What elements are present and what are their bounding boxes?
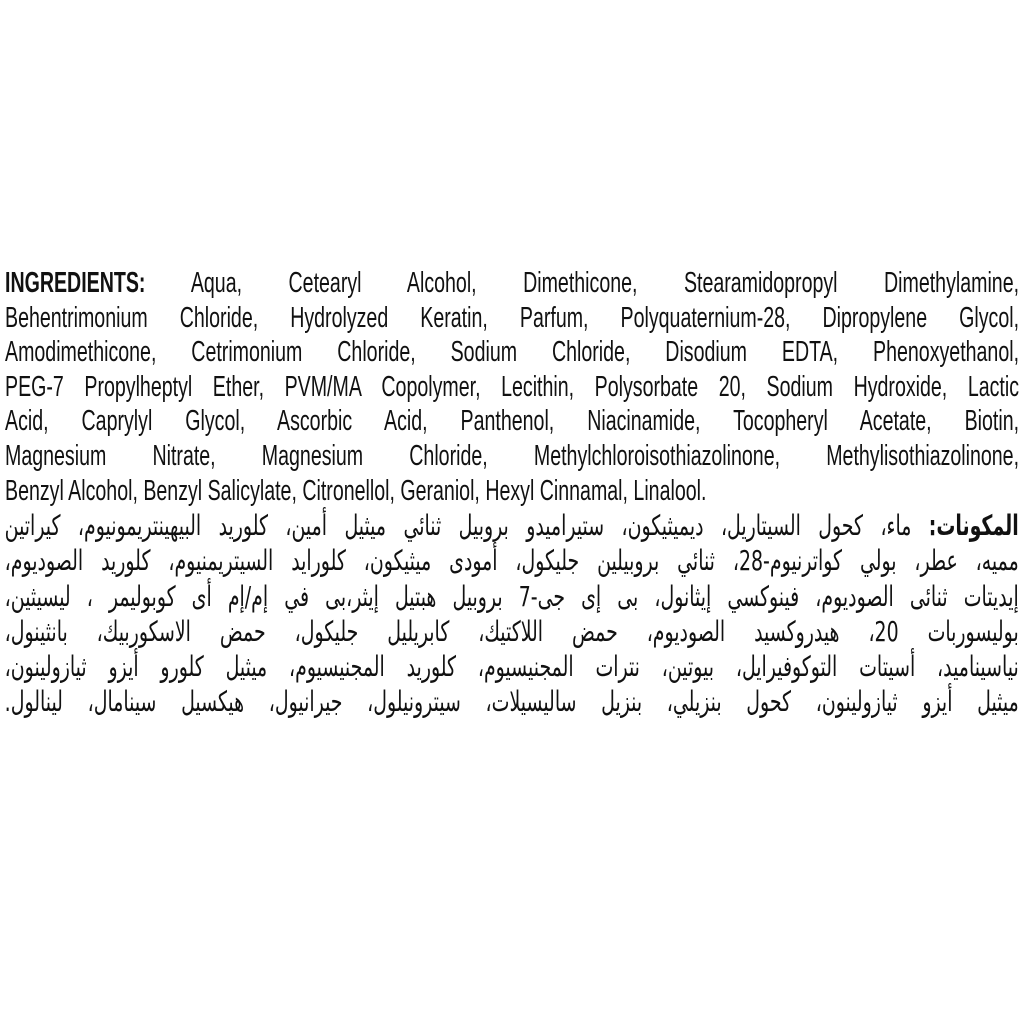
ingredients-en-line: [5, 266, 1019, 301]
ingredients-ar-line: ميثيل أيزو ثيازولينون، كحول بنزيلي، بنزيل ساليسيلات، سيترونيلول، جيرانيول، هيكسيل سينامال، لينالول.: [4, 685, 1019, 719]
ingredients-english-paragraph: [5, 266, 1019, 508]
ingredients-ar-line: [5, 508, 1019, 543]
ingredients-ar-line: نياسيناميد، أسيتات التوكوفيرايل، بيوتين، نترات المجنيسيوم، كلوريد المجنيسيوم، ميثيل كلورو أيزو ثيازولينون،: [4, 649, 1019, 683]
ingredients-text-block: [5, 266, 1019, 719]
ingredients-ar-line: إيديتات ثنائى الصوديوم، فينوكسي إيثانول، بى إى جى-7 بروبيل هبتيل إيثر،بى في إم/إم أى كوبوليمر ، ليسيثين،: [4, 579, 1019, 613]
ingredients-ar-heading: المكونات:: [929, 509, 1019, 543]
ingredients-en-line: Behentrimonium Chloride, Hydrolyzed Keratin, Parfum, Polyquaternium-28, Dipropylene Glycol,: [5, 301, 1020, 334]
ingredients-ar-line-text: ماء، كحول السيتاريل، ديميثيكون، ستيراميدو بروبيل ثنائي ميثيل أمين، كلوريد البيهينتريمونيوم، كيراتين: [4, 509, 930, 543]
ingredients-arabic-paragraph: [5, 508, 1019, 719]
ingredients-en-line-text: Aqua, Cetearyl Alcohol, Dimethicone, Stearamidopropyl Dimethylamine,: [145, 267, 1020, 299]
ingredients-en-line: Magnesium Nitrate, Magnesium Chloride, Methylchloroisothiazolinone, Methylisothiazolinone,: [5, 439, 1020, 472]
ingredients-en-line: Benzyl Alcohol, Benzyl Salicylate, Citronellol, Geraniol, Hexyl Cinnamal, Linalool.: [5, 474, 707, 507]
ingredients-en-heading: INGREDIENTS:: [5, 267, 146, 299]
ingredients-en-line: Acid, Caprylyl Glycol, Ascorbic Acid, Panthenol, Niacinamide, Tocopheryl Acetate, Biotin,: [5, 405, 1020, 438]
ingredients-en-line: Amodimethicone, Cetrimonium Chloride, Sodium Chloride, Disodium EDTA, Phenoxyethanol,: [5, 336, 1020, 369]
ingredients-ar-line: مميه، عطر، بولي كواترنيوم-28، ثنائي بروبيلين جليكول، أمودى ميثيكون، كلورايد السيتريمنيوم، كلوريد الصوديوم،: [4, 544, 1019, 578]
ingredients-ar-line: بوليسوربات 20، هيدروكسيد الصوديوم، حمض اللاكتيك، كابريليل جليكول، حمض الاسكوربيك، بانثينول،: [4, 614, 1019, 648]
ingredients-en-line: PEG-7 Propylheptyl Ether, PVM/MA Copolymer, Lecithin, Polysorbate 20, Sodium Hydroxide, Lactic: [5, 370, 1020, 403]
